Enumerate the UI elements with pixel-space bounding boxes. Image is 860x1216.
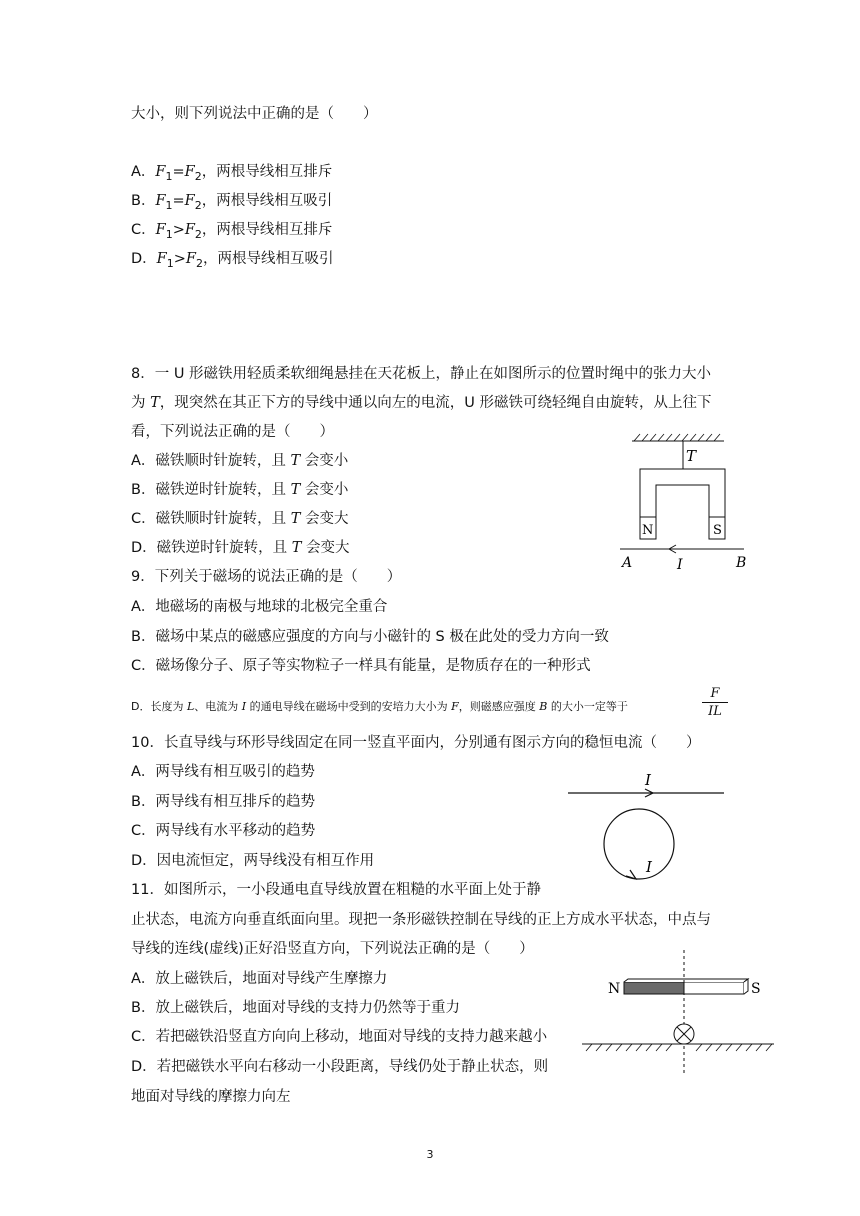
q10-option-d: D．因电流恒定，两导线没有相互作用 (131, 853, 375, 869)
q9-option-b: B．磁场中某点的磁感应强度的方向与小磁针的 S 极在此处的受力方向一致 (131, 629, 609, 645)
q8-option-b: B．磁铁逆时针旋转，且 T 会变小 (131, 482, 349, 498)
q11-option-b: B．放上磁铁后，地面对导线的支持力仍然等于重力 (131, 1000, 460, 1016)
q8-option-d: D．磁铁逆时针旋转，且 T 会变大 (131, 540, 350, 556)
q9-option-a: A．地磁场的南极与地球的北极完全重合 (131, 599, 388, 615)
q9-fraction-f-over-il (700, 686, 730, 719)
q11-option-d-line2: 地面对导线的摩擦力向左 (131, 1089, 291, 1105)
q11-option-d-line1: D．若把磁铁水平向右移动一小段距离，导线仍处于静止状态，则 (131, 1059, 549, 1075)
q9-stem: 9．下列关于磁场的说法正确的是（ ） (131, 569, 402, 585)
q11-option-a: A．放上磁铁后，地面对导线产生摩擦力 (131, 971, 388, 987)
q10-option-b: B．两导线有相互排斥的趋势 (131, 794, 315, 810)
q8-stem-line3: 看，下列说法正确的是（ ） (131, 424, 334, 440)
q11-stem-line1: 11．如图所示，一小段通电直导线放置在粗糙的水平面上处于静 (131, 882, 541, 898)
q7-option-d: D．$F_1>F_2$，两根导线相互吸引 (131, 251, 334, 270)
q10-option-a: A．两导线有相互吸引的趋势 (131, 764, 315, 780)
q8-point-b-label: B (736, 555, 747, 571)
q7-stem-end: 大小，则下列说法中正确的是（ ） (131, 106, 378, 122)
q8-tension-label: T (686, 447, 697, 465)
q9-option-c: C．磁场像分子、原子等实物粒子一样具有能量，是物质存在的一种形式 (131, 658, 591, 674)
q8-option-a: A．磁铁顺时针旋转，且 T 会变小 (131, 453, 349, 469)
q10-line-current-label: I (645, 771, 651, 789)
page-number: 3 (426, 1148, 434, 1161)
q8-stem-line2: 为 T，现突然在其正下方的导线中通以向左的电流，U 形磁铁可绕轻绳自由旋转，从上往下 (131, 395, 712, 411)
q8-u-magnet-figure (612, 433, 762, 573)
q8-stem-line1: 8．一 U 形磁铁用轻质柔软细绳悬挂在天花板上，静止在如图所示的位置时绳中的张力大小 (131, 366, 712, 382)
q11-stem-line3: 导线的连线(虚线)正好沿竖直方向，下列说法正确的是（ ） (131, 941, 534, 957)
q8-south-label: S (713, 523, 722, 538)
q11-stem-line2: 止状态，电流方向垂直纸面向里。现把一条形磁铁控制在导线的正上方成水平状态，中点与 (131, 912, 711, 928)
q10-wire-loop-figure (562, 760, 730, 890)
q8-current-label: I (677, 557, 683, 573)
q7-option-a: A．$F_1=F_2$，两根导线相互排斥 (131, 164, 333, 183)
q8-option-c: C．磁铁顺时针旋转，且 T 会变大 (131, 511, 349, 527)
q7-option-c: C．$F_1>F_2$，两根导线相互排斥 (131, 222, 333, 241)
q8-point-a-label: A (622, 555, 633, 571)
q10-loop-current-label: I (646, 858, 652, 876)
fraction-numerator: F (710, 686, 720, 701)
q11-south-label: S (751, 981, 761, 997)
q9-option-d: D．长度为 L、电流为 I 的通电导线在磁场中受到的安培力大小为 F，则磁感应强度 B 的大小一定等于 (131, 700, 628, 713)
q7-option-b: B．$F_1=F_2$，两根导线相互吸引 (131, 193, 333, 212)
q8-north-label: N (642, 523, 654, 538)
q11-north-label: N (608, 981, 621, 997)
q11-bar-magnet-figure (578, 948, 778, 1078)
fraction-denominator: IL (708, 704, 722, 719)
q10-option-c: C．两导线有水平移动的趋势 (131, 823, 316, 839)
q10-stem: 10．长直导线与环形导线固定在同一竖直平面内，分别通有图示方向的稳恒电流（ ） (131, 735, 701, 751)
q11-option-c: C．若把磁铁沿竖直方向向上移动，地面对导线的支持力越来越小 (131, 1029, 548, 1045)
